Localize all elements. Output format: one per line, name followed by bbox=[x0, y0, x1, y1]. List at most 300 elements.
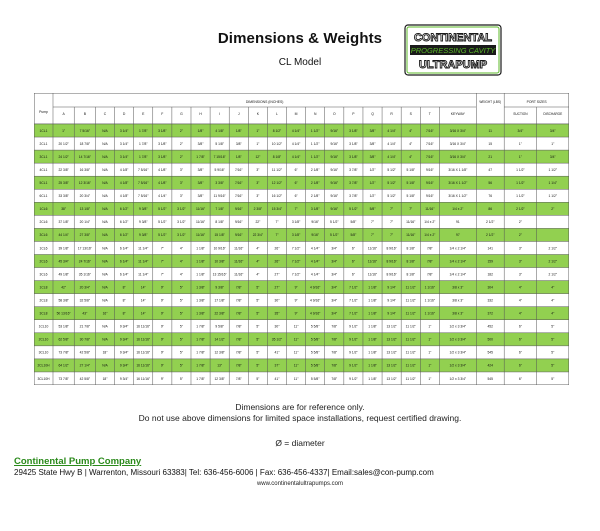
table-cell: 9" bbox=[160, 324, 164, 329]
note-installation: Do not use above dimensions for limited space installations, request certified drawing. bbox=[138, 413, 462, 423]
table-cell: 11 1/2" bbox=[405, 311, 416, 316]
table-cell: 2 1/8" bbox=[310, 194, 320, 199]
table-cell: 5 1/2" bbox=[158, 233, 167, 238]
table-cell: 5" bbox=[256, 350, 260, 355]
table-cell: 7 5/16" bbox=[79, 128, 91, 133]
table-cell: 27 1/4" bbox=[79, 363, 91, 368]
table-cell: 2 1/2" bbox=[516, 207, 525, 212]
table-cell: 7" bbox=[390, 207, 394, 212]
table-cell: 11 1/4" bbox=[138, 272, 149, 277]
table-cell: 73 7/8" bbox=[58, 376, 69, 381]
table-cell: 11" bbox=[293, 337, 299, 342]
table-cell: 3" bbox=[179, 167, 183, 172]
table-cell: 50 13/16" bbox=[56, 311, 71, 316]
table-cell: 545 bbox=[487, 350, 493, 355]
table-cell: 4" bbox=[256, 259, 260, 264]
table-cell: 5 5/8" bbox=[310, 324, 320, 329]
table-cell: 1" bbox=[551, 141, 555, 146]
table-cell: 7/16" bbox=[234, 194, 243, 199]
table-cell: 3 1/4" bbox=[119, 154, 129, 159]
table-cell: 1/2" bbox=[369, 194, 376, 199]
table-cell: 16 11/16" bbox=[136, 324, 151, 329]
table-cell: 9/16" bbox=[311, 220, 319, 225]
table-cell: 5" bbox=[179, 285, 183, 290]
table-cell: 2 3/8" bbox=[253, 207, 263, 212]
header-pump: Pump bbox=[39, 110, 48, 114]
table-cell: 2CL6 bbox=[39, 220, 48, 225]
table-cell: 2" bbox=[179, 154, 183, 159]
table-cell: 1" bbox=[518, 141, 522, 146]
table-cell: 1CL1 bbox=[39, 128, 48, 133]
table-cell: 2CL10 bbox=[38, 337, 49, 342]
table-cell: 1 1/2" bbox=[516, 194, 525, 199]
table-cell: 9" bbox=[160, 376, 164, 381]
table-cell: 3/4" bbox=[331, 259, 338, 264]
table-cell: 41" bbox=[274, 376, 280, 381]
table-cell: 3 1/4" bbox=[119, 128, 129, 133]
table-cell: 1 1/2" bbox=[548, 167, 558, 172]
table-cell: 1 1/8" bbox=[368, 311, 377, 316]
table-cell: 14" bbox=[140, 285, 146, 290]
table-cell: 3 1/8" bbox=[310, 207, 320, 212]
table-cell: 7/8" bbox=[426, 246, 433, 251]
table-cell: 2 1/8" bbox=[310, 167, 320, 172]
table-cell: 13 1/2" bbox=[386, 350, 397, 355]
table-cell: 3/4" bbox=[549, 154, 556, 159]
table-cell: 24 1/2" bbox=[58, 154, 69, 159]
table-cell: 42 5/8" bbox=[79, 350, 91, 355]
table-cell: 9/16" bbox=[330, 207, 339, 212]
table-cell: 1" bbox=[256, 141, 260, 146]
table-cell: 12 3/8" bbox=[214, 350, 225, 355]
table-cell: 1CL8 bbox=[39, 285, 48, 290]
table-cell: 5" bbox=[256, 363, 260, 368]
table-cell: 9/16" bbox=[311, 233, 319, 238]
table-cell: 16 3/8" bbox=[79, 167, 91, 172]
table-cell: 7/8" bbox=[235, 350, 242, 355]
table-cell: N/A bbox=[102, 298, 108, 303]
table-cell: 49 1/8" bbox=[58, 272, 69, 277]
table-cell: 7/16" bbox=[426, 154, 434, 159]
table-cell: 5" bbox=[179, 324, 183, 329]
table-cell: 14 7/16" bbox=[78, 154, 91, 159]
table-cell: 20 1/2" bbox=[58, 141, 69, 146]
table-cell: 8 1/8" bbox=[215, 220, 224, 225]
table-cell: 13 1/2" bbox=[386, 363, 397, 368]
table-cell: 5 5/8" bbox=[310, 350, 320, 355]
table-cell: 18" bbox=[102, 376, 108, 381]
table-cell: 2" bbox=[551, 207, 555, 212]
column-header: M bbox=[294, 112, 298, 116]
table-cell: 304 bbox=[487, 285, 493, 290]
table-cell: 9/16" bbox=[234, 207, 243, 212]
table-cell: 11 1/2" bbox=[405, 376, 416, 381]
table-cell: 4" bbox=[409, 141, 413, 146]
table-cell: 35 1/16" bbox=[78, 272, 91, 277]
table-cell: 545 bbox=[487, 376, 493, 381]
table-cell: 4" bbox=[518, 285, 522, 290]
table-cell: 26" bbox=[274, 259, 280, 264]
table-cell: 1 1/16" bbox=[424, 311, 436, 316]
column-header: G bbox=[180, 112, 183, 116]
table-cell: 3" bbox=[256, 194, 260, 199]
table-cell: 1 7/8" bbox=[196, 154, 205, 159]
table-cell: N/A bbox=[102, 259, 108, 264]
table-cell: 9 3/4" bbox=[119, 324, 129, 329]
table-cell: 5 9/16" bbox=[214, 167, 225, 172]
table-cell: 30" bbox=[274, 298, 280, 303]
table-cell: 11/16" bbox=[367, 246, 378, 251]
table-cell: 1 1/8" bbox=[368, 350, 377, 355]
table-cell: N/A bbox=[102, 220, 108, 225]
table-cell: 1 1/2" bbox=[310, 128, 320, 133]
table-cell: 11 9/16" bbox=[213, 194, 226, 199]
table-cell: 8" bbox=[122, 298, 126, 303]
table-cell: 11/16" bbox=[195, 220, 206, 225]
column-header: E bbox=[142, 112, 145, 116]
table-cell: 7/8" bbox=[331, 337, 338, 342]
table-cell: 27" bbox=[274, 285, 280, 290]
table-cell: N/A bbox=[102, 363, 108, 368]
table-cell: 15 bbox=[488, 141, 493, 146]
table-cell: 9" bbox=[160, 298, 164, 303]
table-cell: 7" bbox=[160, 246, 164, 251]
table-cell: 1 1/2" bbox=[310, 141, 320, 146]
table-cell: 6" bbox=[518, 337, 522, 342]
table-cell: 1 7/8" bbox=[196, 363, 205, 368]
column-header: S bbox=[409, 112, 412, 116]
table-cell: 7/8" bbox=[235, 298, 242, 303]
table-cell: 3CL8 bbox=[39, 311, 48, 316]
table-cell: 11 1/2" bbox=[405, 324, 416, 329]
table-cell: 4" bbox=[256, 272, 260, 277]
table-cell: 15 1/8" bbox=[214, 233, 225, 238]
column-header: D bbox=[122, 112, 126, 116]
table-cell: 1/2 x 3 3/4" bbox=[449, 350, 467, 355]
table-cell: 5 1/8" bbox=[406, 167, 415, 172]
notes bbox=[0, 402, 600, 449]
table-cell: 7/8" bbox=[331, 324, 338, 329]
table-cell: 4" bbox=[179, 272, 183, 277]
table-cell: 9/16" bbox=[330, 141, 339, 146]
table-cell: 4 1/8" bbox=[158, 167, 167, 172]
table-cell: 21 7/8" bbox=[79, 324, 91, 329]
column-header: N bbox=[313, 112, 317, 116]
table-cell: 16" bbox=[102, 311, 108, 316]
table-cell: 97 bbox=[455, 233, 460, 238]
table-cell: 2 1/2" bbox=[548, 246, 558, 251]
column-header: J bbox=[237, 112, 240, 116]
table-cell: 25 3/8" bbox=[58, 181, 69, 186]
table-cell: 6" bbox=[351, 259, 355, 264]
table-cell: 5" bbox=[256, 311, 260, 316]
table-cell: 7/16" bbox=[234, 181, 243, 186]
table-cell: 3 1/8" bbox=[158, 141, 167, 146]
table-cell: 9 1/4" bbox=[387, 298, 396, 303]
logo-line2: PROGRESSING CAVITY bbox=[410, 46, 496, 55]
table-cell: 2CL6 bbox=[39, 259, 48, 264]
company-name-link[interactable]: Continental Pump Company bbox=[14, 456, 142, 467]
table-cell: 11/16" bbox=[195, 233, 206, 238]
table-cell: 8" bbox=[122, 311, 126, 316]
table-cell: 11/16" bbox=[406, 220, 416, 225]
table-cell: 9 1/2" bbox=[349, 337, 358, 342]
table-cell: 30" bbox=[274, 324, 280, 329]
table-cell: 6" bbox=[518, 324, 522, 329]
table-cell: 9/16" bbox=[330, 154, 339, 159]
table-cell: 7 1/2" bbox=[349, 285, 358, 290]
table-cell: 27" bbox=[274, 272, 280, 277]
table-cell: 5CL1 bbox=[39, 181, 48, 186]
table-cell: 5" bbox=[551, 337, 555, 342]
table-cell: 1" bbox=[428, 350, 432, 355]
table-cell: 4" bbox=[256, 246, 260, 251]
table-cell: 4 1/8" bbox=[119, 194, 129, 199]
table-cell: 2" bbox=[179, 128, 183, 133]
header-weight: WEIGHT (LBS) bbox=[479, 100, 502, 104]
table-cell: 16 11/16" bbox=[136, 363, 151, 368]
table-cell: 3" bbox=[179, 194, 183, 199]
table-cell: 4 1/4" bbox=[291, 128, 301, 133]
table-cell: 1 3/8" bbox=[196, 285, 205, 290]
table-cell: 3" bbox=[518, 259, 522, 264]
table-cell: 14" bbox=[140, 311, 146, 316]
table-cell: 6 1/4" bbox=[119, 272, 129, 277]
table-cell: 39 1/8" bbox=[58, 246, 69, 251]
table-cell: 1/4 x 2" bbox=[424, 233, 436, 238]
table-cell: 3CL10 bbox=[38, 350, 49, 355]
table-cell: 6" bbox=[518, 376, 522, 381]
table-cell: 6 1/2" bbox=[119, 220, 129, 225]
table-cell: 9 3/8" bbox=[215, 285, 224, 290]
table-cell: 9/16" bbox=[330, 194, 339, 199]
table-cell: 35" bbox=[274, 311, 280, 316]
table-cell: 20 3/4" bbox=[79, 285, 91, 290]
table-cell: 7 1/2" bbox=[349, 311, 358, 316]
table-cell: 1 1/8" bbox=[196, 259, 205, 264]
table-cell: 9 3/4" bbox=[119, 363, 129, 368]
table-cell: 27 3/8" bbox=[79, 233, 91, 238]
table-cell: 4" bbox=[409, 154, 413, 159]
table-cell: 7" bbox=[294, 207, 298, 212]
table-cell: 5/8" bbox=[350, 220, 357, 225]
table-cell: 7/8" bbox=[331, 350, 338, 355]
table-cell: 4 9/16" bbox=[310, 285, 321, 290]
table-cell: 9 1/2" bbox=[349, 363, 358, 368]
table-cell: 5 1/8" bbox=[215, 141, 224, 146]
table-cell: 1 7/8" bbox=[138, 128, 148, 133]
table-cell: 33 3/8" bbox=[58, 194, 69, 199]
table-cell: 2CL8 bbox=[39, 298, 48, 303]
table-cell: 2 1/2" bbox=[485, 233, 495, 238]
table-cell: 1/2" bbox=[369, 181, 376, 186]
table-cell: 3/8" bbox=[197, 194, 204, 199]
table-cell: 7" bbox=[275, 233, 279, 238]
table-cell: 3 1/8" bbox=[349, 128, 358, 133]
table-cell: 7/8" bbox=[235, 285, 242, 290]
table-cell: 64 1/2" bbox=[58, 363, 69, 368]
table-cell: 41" bbox=[274, 350, 280, 355]
column-header: O bbox=[332, 112, 336, 116]
table-cell: 11/16" bbox=[367, 259, 378, 264]
table-cell: 9/16" bbox=[234, 220, 243, 225]
table-cell: 9/16" bbox=[330, 128, 339, 133]
table-cell: 7 1/2" bbox=[349, 298, 358, 303]
column-header: K bbox=[256, 112, 259, 116]
table-cell: 3/4" bbox=[331, 311, 338, 316]
table-cell: 9/16" bbox=[426, 194, 434, 199]
table-cell: N/A bbox=[102, 154, 108, 159]
table-cell: 11/16" bbox=[406, 233, 416, 238]
table-cell: 7" bbox=[390, 220, 394, 225]
table-cell: 4 1/4" bbox=[310, 272, 320, 277]
table-cell: 7 15/16" bbox=[213, 154, 226, 159]
table-cell: 9" bbox=[160, 311, 164, 316]
table-cell: N/A bbox=[102, 324, 108, 329]
table-cell: 9" bbox=[160, 285, 164, 290]
table-cell: 7 5/16" bbox=[138, 181, 149, 186]
table-cell: 3/16 X 3/4" bbox=[449, 141, 466, 146]
table-cell: 5" bbox=[551, 350, 555, 355]
table-cell: 35 1/2" bbox=[271, 337, 283, 342]
table-cell: 7/8" bbox=[331, 376, 338, 381]
table-cell: 20 3/4" bbox=[79, 194, 91, 199]
table-cell: 1" bbox=[256, 128, 260, 133]
table-cell: 7/16" bbox=[426, 141, 434, 146]
table-cell: 6" bbox=[294, 194, 298, 199]
table-cell: 3 1/8" bbox=[349, 154, 358, 159]
table-cell: 7/8" bbox=[235, 376, 242, 381]
table-cell: 5" bbox=[551, 376, 555, 381]
table-cell: 9/16" bbox=[426, 181, 434, 186]
table-cell: 1/2 x 3 3/4" bbox=[449, 324, 467, 329]
table-cell: 3CL6 bbox=[39, 272, 48, 277]
table-cell: 11 1/2" bbox=[405, 298, 416, 303]
table-cell: 4 1/4" bbox=[310, 246, 320, 251]
table-cell: 9 3/8" bbox=[138, 220, 148, 225]
table-cell: N/A bbox=[102, 167, 108, 172]
table-cell: 2 1/8" bbox=[310, 181, 320, 186]
table-cell: 5" bbox=[256, 376, 260, 381]
table-cell: 3 7/8" bbox=[349, 194, 358, 199]
table-cell: 3 1/4" bbox=[119, 141, 129, 146]
table-cell: 1" bbox=[428, 363, 432, 368]
table-cell: 7/8" bbox=[235, 324, 242, 329]
table-cell: 3 3/8" bbox=[215, 181, 224, 186]
table-cell: 9" bbox=[294, 311, 298, 316]
table-cell: 11 1/4" bbox=[138, 259, 149, 264]
table-cell: 9/16" bbox=[426, 167, 434, 172]
company-website[interactable]: www.continentalultrapumps.com bbox=[256, 481, 344, 487]
table-cell: 9" bbox=[294, 285, 298, 290]
table-cell: 4" bbox=[518, 311, 522, 316]
company-logo bbox=[404, 24, 502, 76]
table-cell: 9 3/4" bbox=[119, 337, 129, 342]
table-cell: 9" bbox=[294, 298, 298, 303]
table-cell: 9 3/8" bbox=[138, 207, 148, 212]
table-cell: 58 3/8" bbox=[58, 298, 69, 303]
logo-line3: ULTRAPUMP bbox=[418, 59, 488, 71]
logo-line1: CONTINENTAL bbox=[413, 32, 493, 44]
table-cell: 8 1/8" bbox=[272, 154, 282, 159]
table-cell: 1/2 x 3 3/4" bbox=[449, 337, 467, 342]
table-cell: 11" bbox=[293, 324, 299, 329]
dimensions-table bbox=[34, 93, 569, 385]
column-header: F bbox=[161, 112, 164, 116]
table-cell: 7 5/16" bbox=[138, 167, 149, 172]
table-cell: 43" bbox=[82, 311, 88, 316]
table-cell: 5 1/2" bbox=[330, 233, 339, 238]
table-cell: 1 1/8" bbox=[368, 324, 377, 329]
table-cell: 9 3/8" bbox=[138, 233, 148, 238]
table-cell: 16 11/16" bbox=[136, 376, 151, 381]
table-cell: 3/8" bbox=[369, 141, 376, 146]
table-cell: 6 1/2" bbox=[119, 233, 129, 238]
table-cell: 13 15/16" bbox=[212, 272, 227, 277]
table-cell: 1 7/8" bbox=[138, 141, 148, 146]
table-cell: 10 1/2" bbox=[271, 141, 283, 146]
table-cell: 3CL6 bbox=[39, 233, 48, 238]
table-cell: 5" bbox=[179, 337, 183, 342]
table-cell: N/A bbox=[102, 233, 108, 238]
table-cell: 9 3/4" bbox=[119, 350, 129, 355]
table-cell: 11/16" bbox=[367, 272, 378, 277]
table-cell: 13 1/8" bbox=[79, 207, 91, 212]
table-cell: 1/4 x 2" bbox=[424, 220, 436, 225]
table-cell: 37" bbox=[274, 363, 280, 368]
table-cell: 3/8" bbox=[197, 167, 204, 172]
table-cell: 5 1/8" bbox=[406, 181, 415, 186]
table-cell: 30 7/8" bbox=[79, 337, 91, 342]
table-cell: 4 9/16" bbox=[310, 298, 321, 303]
table-cell: 3/4" bbox=[331, 272, 338, 277]
table-cell: 4" bbox=[518, 298, 522, 303]
table-cell: 4 1/4" bbox=[291, 141, 301, 146]
table-cell: 11 1/2" bbox=[405, 285, 416, 290]
column-header: Q bbox=[371, 112, 374, 116]
table-cell: 10 3/8" bbox=[214, 259, 225, 264]
table-cell: 91 bbox=[455, 220, 460, 225]
table-cell: 7 1/2" bbox=[291, 259, 301, 264]
table-cell: 8" bbox=[122, 285, 126, 290]
table-cell: 38" bbox=[61, 207, 67, 212]
table-cell: 1 1/2" bbox=[548, 194, 558, 199]
table-cell: 14" bbox=[140, 298, 146, 303]
table-cell: 3 7/8" bbox=[349, 181, 358, 186]
table-cell: N/A bbox=[102, 207, 108, 212]
table-cell: 3/8" bbox=[197, 181, 204, 186]
table-cell: 1 7/8" bbox=[138, 154, 148, 159]
table-cell: 3 1/8" bbox=[158, 154, 167, 159]
table-cell: 3 1/2" bbox=[177, 220, 186, 225]
column-header: SUCTION bbox=[513, 112, 528, 116]
table-cell: 7/8" bbox=[426, 272, 433, 277]
table-cell: 9" bbox=[160, 363, 164, 368]
table-cell: 1" bbox=[518, 154, 522, 159]
table-cell: 5" bbox=[179, 298, 183, 303]
table-cell: 1/8" bbox=[235, 128, 242, 133]
table-cell: 13" bbox=[217, 363, 223, 368]
table-cell: 47 bbox=[488, 167, 493, 172]
table-cell: 9" bbox=[160, 337, 164, 342]
table-cell: 9 1/4" bbox=[387, 311, 396, 316]
table-cell: 1 1/8" bbox=[196, 272, 205, 277]
table-cell: 13 1/2" bbox=[386, 376, 397, 381]
header-port-sizes: PORT SIZES bbox=[526, 100, 547, 104]
table-cell: 4 1/4" bbox=[387, 154, 396, 159]
table-cell: 32 5/8" bbox=[79, 298, 91, 303]
table-header bbox=[34, 93, 569, 124]
